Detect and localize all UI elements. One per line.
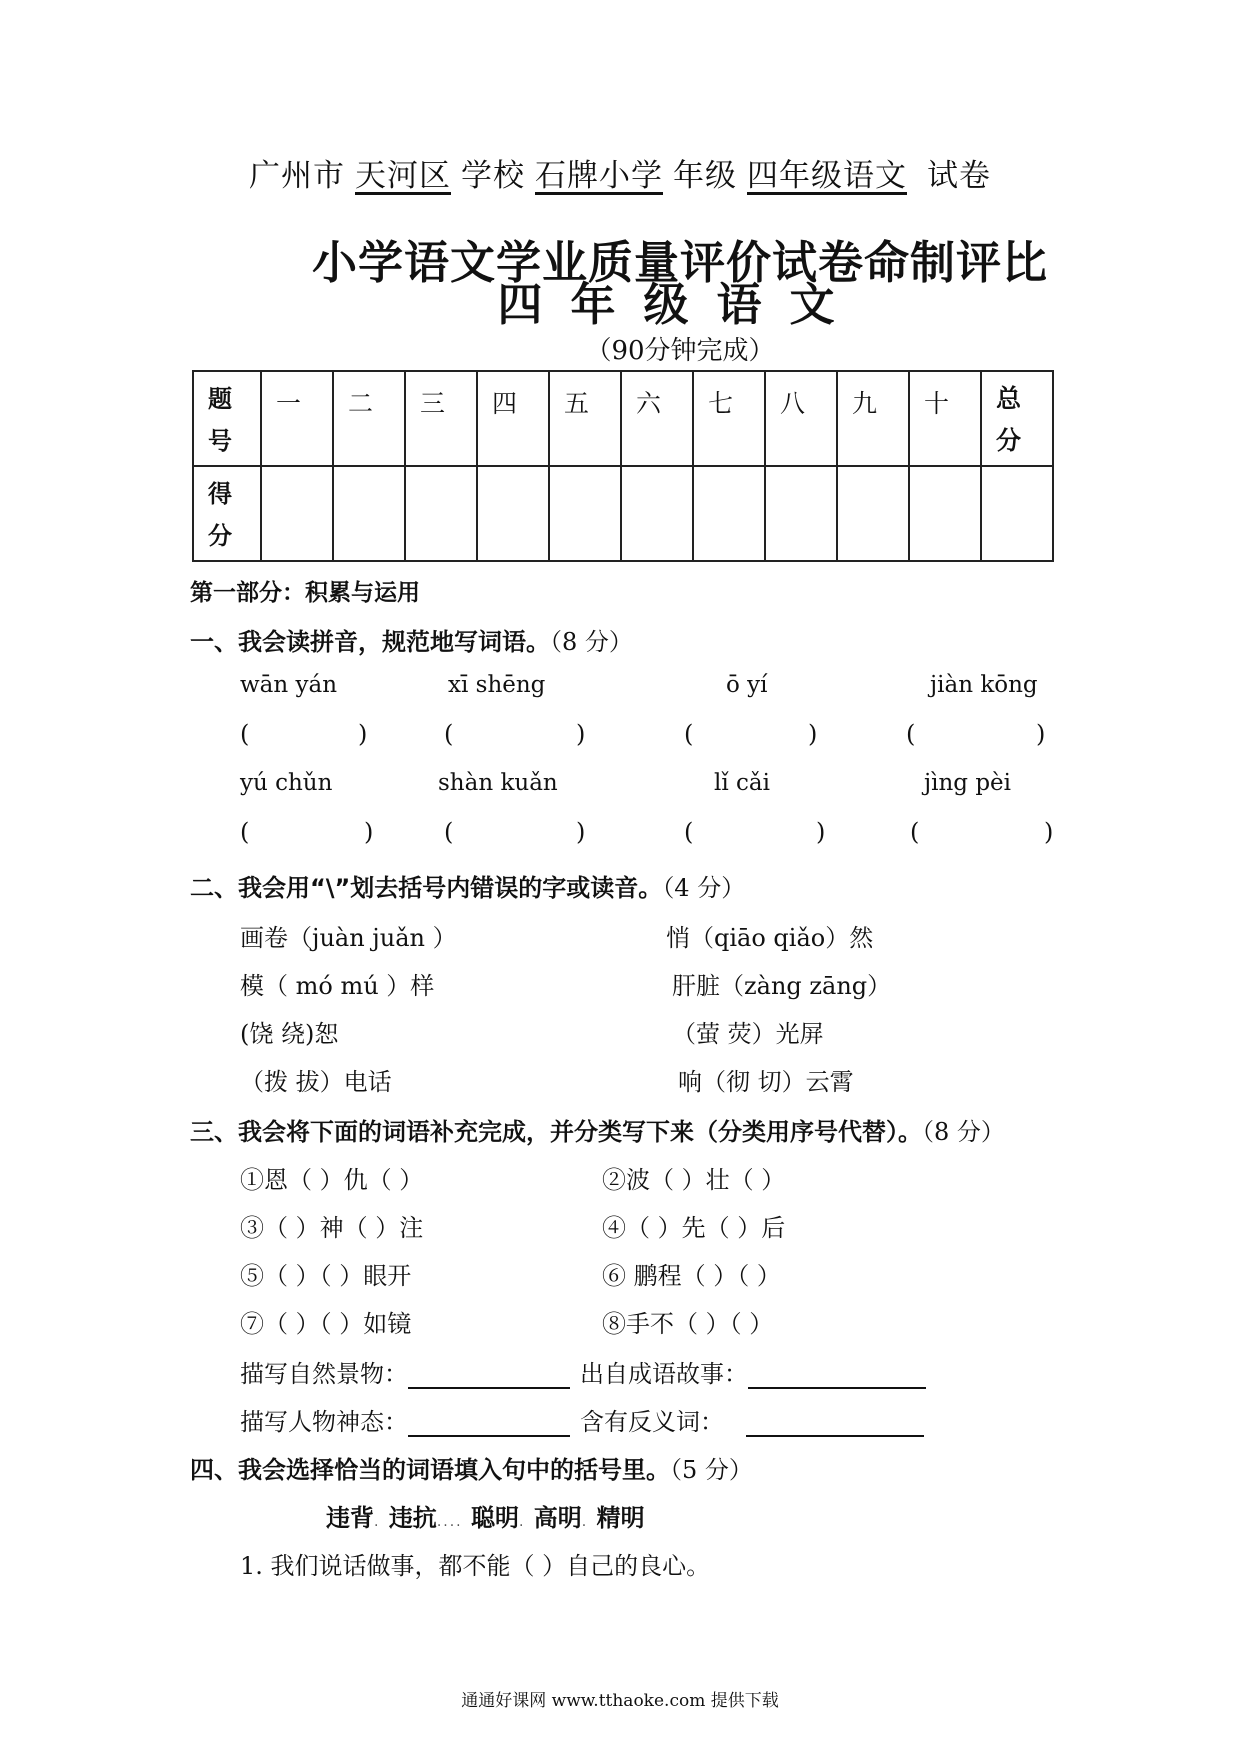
question-3-title: 三、我会将下面的词语补充完成，并分类写下来（分类用序号代替）。（8 分） [190, 1118, 1005, 1146]
score-cell-total[interactable] [981, 466, 1053, 561]
column-header: 二 [333, 371, 405, 466]
header-district: 天河区 [355, 158, 451, 194]
exam-subtitle: 四年级语文 [497, 278, 863, 331]
q2-item: (饶 绕)恕 [240, 1020, 339, 1048]
header-grade-label: 年级 [673, 158, 737, 194]
q3-item: ⑥ 鹏程（ ）（ ） [602, 1262, 781, 1290]
column-header: 一 [261, 371, 333, 466]
page-footer: 通通好课网 www.tthaoke.com 提供下载 [461, 1691, 779, 1711]
q2-item: （萤 荧）光屏 [672, 1020, 824, 1048]
answer-paren-open: ( [444, 818, 454, 846]
category-antonyms: 含有反义词： [580, 1402, 924, 1437]
header-school: 石牌小学 [535, 158, 663, 194]
score-cell[interactable] [837, 466, 909, 561]
answer-blank[interactable] [408, 1365, 570, 1389]
category-natural-scenery: 描写自然景物： [240, 1354, 570, 1389]
q2-item: 模（ mó mú ）样 [240, 972, 435, 1000]
word-option: 聪明 [470, 1504, 519, 1532]
pinyin-item: jiàn kōng [930, 672, 1038, 698]
question-3-points: （8 分） [922, 1118, 1005, 1146]
score-cell[interactable] [477, 466, 549, 561]
category-idiom-story: 出自成语故事： [580, 1354, 926, 1389]
score-cell[interactable] [333, 466, 405, 561]
column-header: 九 [837, 371, 909, 466]
row-label-question-number: 题 号 [193, 371, 261, 466]
q2-item: （拨 拔）电话 [240, 1068, 392, 1096]
category-character-expression: 描写人物神态： [240, 1402, 570, 1437]
question-4-points: （5 分） [670, 1456, 753, 1484]
q3-item: ①恩（ ）仇（ ） [240, 1166, 424, 1194]
word-option: 违背 [326, 1504, 374, 1532]
score-cell[interactable] [261, 466, 333, 561]
header-city: 广州市 [249, 158, 345, 194]
q4-sentence-1: 1. 我们说话做事，都不能（ ）自己的良心。 [240, 1552, 711, 1580]
answer-paren-close: ) [1036, 720, 1046, 748]
answer-paren-close: ) [1044, 818, 1054, 846]
answer-paren-close: ) [808, 720, 818, 748]
q3-item: ④（ ）先（ ）后 [602, 1214, 786, 1242]
exam-title: 小学语文学业质量评价试卷命制评比 [311, 236, 1048, 289]
q2-item: 画卷（juàn juǎn ） [240, 924, 457, 952]
header-school-label: 学校 [461, 158, 525, 194]
answer-blank[interactable] [746, 1413, 924, 1437]
column-header: 十 [909, 371, 981, 466]
question-2-title: 二、我会用“\”划去括号内错误的字或读音。（4 分） [190, 874, 746, 902]
header-suffix: 试卷 [927, 158, 991, 194]
answer-blank[interactable] [408, 1413, 570, 1437]
column-header: 八 [765, 371, 837, 466]
score-cell[interactable] [621, 466, 693, 561]
answer-paren-close: ) [364, 818, 374, 846]
exam-header [0, 150, 1240, 195]
score-cell[interactable] [765, 466, 837, 561]
answer-paren-open: ( [240, 818, 250, 846]
word-options: 违背. 违抗.... 聪明. 高明. 精明 [326, 1504, 645, 1532]
q3-item: ②波（ ）壮（ ） [602, 1166, 786, 1194]
question-4-title: 四、我会选择恰当的词语填入句中的括号里。（5 分） [190, 1456, 753, 1484]
answer-paren-close: ) [816, 818, 826, 846]
q3-item: ⑤（ ）（ ）眼开 [240, 1262, 412, 1290]
q2-item: 悄（qiāo qiǎo）然 [666, 924, 874, 952]
q3-item: ⑦（ ）（ ）如镜 [240, 1310, 412, 1338]
row-label-score: 得 分 [193, 466, 261, 561]
answer-paren-close: ) [358, 720, 368, 748]
exam-duration: （90分钟完成） [585, 336, 775, 366]
column-header-total: 总 分 [981, 371, 1053, 466]
score-table-score-row [193, 466, 1053, 561]
answer-paren-close: ) [576, 720, 586, 748]
answer-paren-open: ( [684, 818, 694, 846]
score-table-header-row [193, 371, 1053, 466]
answer-blank[interactable] [748, 1365, 926, 1389]
part-heading: 第一部分：积累与运用 [190, 580, 420, 606]
column-header: 七 [693, 371, 765, 466]
score-cell[interactable] [405, 466, 477, 561]
q2-item: 肝脏（zàng zāng） [672, 972, 892, 1000]
pinyin-item: yú chǔn [240, 770, 333, 796]
pinyin-item: xī shēng [448, 672, 546, 698]
word-option: 精明 [596, 1504, 645, 1532]
answer-paren-open: ( [684, 720, 694, 748]
score-cell[interactable] [693, 466, 765, 561]
pinyin-item: wān yán [240, 672, 338, 698]
pinyin-item: ō yí [726, 672, 768, 698]
score-table [192, 370, 1054, 562]
answer-paren-open: ( [240, 720, 250, 748]
q3-item: ③（ ）神（ ）注 [240, 1214, 424, 1242]
word-option: 违抗 [388, 1504, 437, 1532]
answer-paren-open: ( [444, 720, 454, 748]
score-cell[interactable] [549, 466, 621, 561]
question-1-points: （8 分） [550, 628, 633, 656]
answer-paren-open: ( [910, 818, 920, 846]
word-option: 高明 [533, 1504, 582, 1532]
question-2-points: （4 分） [662, 874, 746, 902]
column-header: 三 [405, 371, 477, 466]
column-header: 六 [621, 371, 693, 466]
pinyin-item: jìng pèi [924, 770, 1012, 796]
column-header: 四 [477, 371, 549, 466]
answer-paren-close: ) [576, 818, 586, 846]
answer-paren-open: ( [906, 720, 916, 748]
pinyin-item: shàn kuǎn [438, 770, 558, 796]
score-cell[interactable] [909, 466, 981, 561]
q2-item: 响（彻 切）云霄 [678, 1068, 854, 1096]
header-grade-subject: 四年级语文 [747, 158, 907, 194]
q3-item: ⑧手不（ ）（ ） [602, 1310, 774, 1338]
question-1-title: 一、我会读拼音，规范地写词语。（8 分） [190, 628, 633, 656]
pinyin-item: lǐ cǎi [714, 770, 770, 796]
column-header: 五 [549, 371, 621, 466]
